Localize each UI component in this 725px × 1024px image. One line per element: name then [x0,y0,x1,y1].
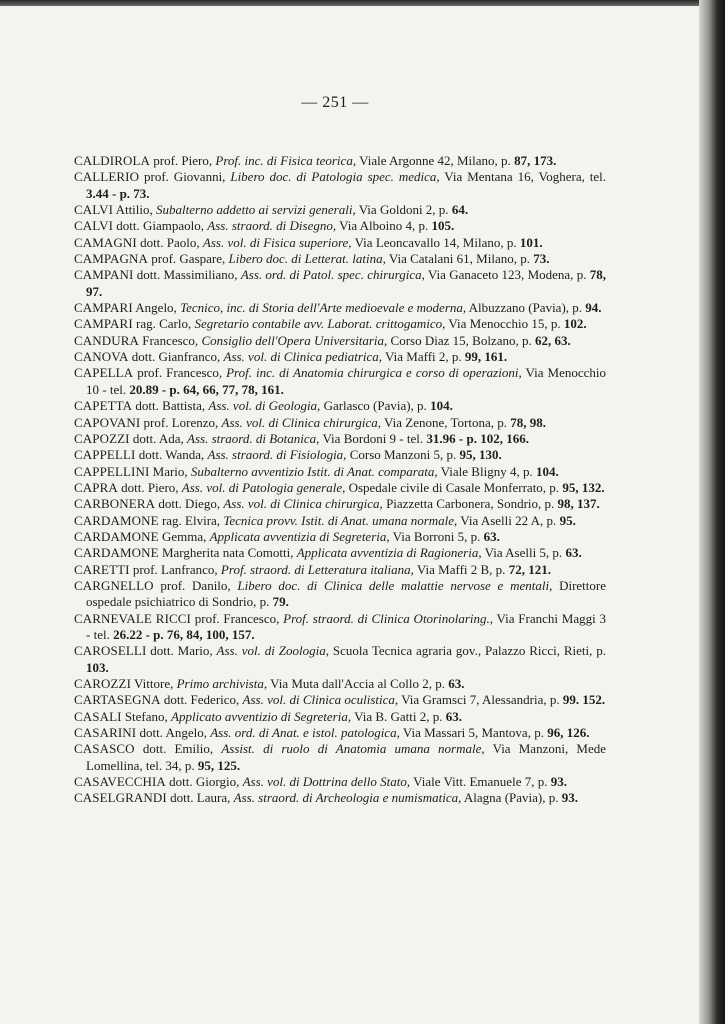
entry-name: CAMPARI [74,316,133,332]
entry-pages: 64. [451,202,469,218]
entry-details: Angelo, [132,300,181,316]
entry-address: Corso Manzoni 5, p. [346,447,460,463]
entry-name: CARGNELLO [74,577,154,593]
entry-details: dott. Mario, [146,643,217,659]
entry-details: Stefano, [121,708,172,724]
directory-entry [74,709,606,725]
entry-name: CANOVA [74,349,129,365]
directory-entry [74,365,606,398]
entry-pages: 98, 137. [557,496,600,512]
entry-pages: 93. [550,774,567,790]
entry-pages: 20.89 - p. 64, 66, 77, 78, 161. [129,381,284,397]
entry-pages: 63. [445,708,462,724]
entry-address: Via Manzoni, Mede Lomellina, tel. 34, p. [86,741,606,773]
entry-position: Ass. straord. di Disegno, [207,218,337,234]
entry-pages: 95, 132. [562,479,605,495]
entry-details: dott. Piero, [117,479,182,495]
entry-pages: 101. [519,234,543,250]
entry-pages: 3.44 - p. 73. [86,185,150,201]
directory-entry [74,774,606,790]
directory-entry [74,267,606,300]
entry-address: Alagna (Pavia), p. [461,790,562,806]
entry-name: CAMAGNI [74,234,137,250]
entry-pages: 104. [430,398,453,414]
directory-entry [74,415,606,431]
directory-entry [74,153,606,169]
entry-pages: 95. [559,512,576,528]
entry-pages: 95, 130. [459,447,502,463]
directory-entry [74,611,606,644]
entry-name: CAPELLA [74,365,134,381]
entry-position: Libero doc. di Letterat. latina, [228,251,386,267]
entry-position: Ass. vol. di Clinica pediatrica, [223,349,383,365]
entry-position: Prof. straord. di Clinica Otorinolaring., [283,610,494,626]
entry-pages: 96, 126. [547,725,590,741]
entry-name: CARDAMONE [74,512,159,528]
entry-details: Margherita nata Comotti, [158,545,297,561]
entry-name: CALLERIO [74,169,140,185]
directory-entry [74,169,606,202]
entry-name: CASAVECCHIA [74,774,166,790]
entry-details: dott. Giorgio, [165,774,243,790]
entry-pages: 99. 152. [562,692,606,708]
entry-address: Direttore ospedale psichiatrico di Sondrio, p. [86,577,606,610]
entry-pages: 104. [535,463,559,479]
entry-name: CASELGRANDI [74,790,167,806]
entry-position: Ass. ord. di Patol. spec. chirurgica, [240,267,425,283]
directory-entry [74,447,606,463]
entry-address: Via Massari 5, Mantova, p. [399,725,548,741]
scan-binding-edge [699,0,725,1024]
entry-name: CAPOVANI [74,414,141,430]
entry-pages: 78, 98. [510,414,546,430]
directory-entry [74,496,606,512]
entry-details: rag. Carlo, [132,316,195,332]
entry-pages: 63. [448,676,465,691]
entry-position: Prof. inc. di Fisica teorica, [215,153,357,168]
entry-details: dott. Ada, [129,430,188,446]
entry-name: CARTASEGNA [74,692,161,708]
entry-pages: 26.22 - p. 76, 84, 100, 157. [113,626,255,642]
entry-name: CAPETTA [74,398,133,414]
entry-pages: 95, 125. [197,757,241,773]
entry-address: Via Maffi 2, p. [382,349,465,365]
entry-pages: 78, 97. [86,267,606,299]
entry-details: prof. Francesco, [190,610,284,626]
directory-entry [74,218,606,234]
entry-address: Via Alboino 4, p. [336,218,432,234]
entry-position: Applicata avventizia di Ragioneria, [296,545,482,561]
entry-pages: 103. [86,659,109,675]
entry-details: prof. Francesco, [133,365,227,381]
entry-position: Ass. vol. di Dottrina dello Stato, [242,774,411,790]
entry-details: dott. Angelo, [136,725,211,741]
entry-position: Prof. inc. di Anatomia chirurgica e corso di operazioni, [226,365,522,381]
directory-entry [74,202,606,218]
entry-pages: 62, 63. [534,332,571,348]
entry-position: Segretario contabile avv. Laborat. crittogamico, [194,316,446,332]
entry-position: Tecnica provv. Istit. di Anat. umana normale, [223,512,458,528]
entry-name: CARNEVALE RICCI [74,610,191,626]
directory-entry [74,431,606,447]
entry-details: dott. Massimiliano, [133,267,241,283]
entry-name: CASARINI [74,725,137,741]
entry-name: CALDIROLA [74,153,151,168]
document-page [0,6,700,1024]
entry-pages: 102. [563,316,587,332]
entry-address: Via Franchi Maggi 3 - tel. [86,610,606,642]
entry-name: CALVI [74,218,114,234]
entry-pages: 72, 121. [508,561,551,577]
entry-details: prof. Gaspare, [148,251,229,267]
entry-address: Via Zenone, Tortona, p. [381,414,511,430]
entry-details: dott. Paolo, [136,234,203,250]
entry-address: Albuzzano (Pavia), p. [466,300,586,316]
entry-details: dott. Federico, [160,692,243,708]
entry-details: dott. Battista, [132,398,209,414]
directory-entry [74,300,606,316]
entry-position: Ass. vol. di Clinica chirurgica, [221,414,381,430]
entry-details: prof. Lanfranco, [129,561,221,577]
entry-position: Ass. ord. di Anat. e istol. patologica, [210,725,400,741]
entry-details: dott. Laura, [166,790,234,806]
entry-name: CARDAMONE [74,545,159,561]
entry-details: Francesco, [138,332,202,348]
entry-address: Viale Argonne 42, Milano, p. [356,153,515,168]
entry-name: CAMPAGNA [74,251,149,267]
entry-details: rag. Elvira, [158,512,224,528]
directory-entry [74,545,606,561]
entry-details: dott. Wanda, [135,447,208,463]
entry-address: Scuola Tecnica agraria gov., Palazzo Ricci, Rieti, p. [328,643,606,659]
directory-entry [74,725,606,741]
entry-position: Tecnico, inc. di Storia dell'Arte medioevale e moderna, [180,300,467,316]
entry-address: Via Aselli 22 A, p. [457,512,560,528]
entry-address: Via Ganaceto 123, Modena, p. [424,267,590,283]
entry-address: Via Mentana 16, Voghera, tel. [439,169,606,185]
entry-details: dott. Gianfranco, [128,349,224,365]
directory-entry [74,529,606,545]
entry-name: CAPPELLINI [74,463,150,479]
entry-position: Ass. vol. di Clinica oculistica, [242,692,399,708]
directory-entry [74,398,606,414]
entry-address: Via Leoncavallo 14, Milano, p. [351,234,520,250]
entry-position: Prof. straord. di Letteratura italiana, [220,561,414,577]
entry-details: prof. Danilo, [153,577,238,593]
entry-pages: 63. [565,545,582,561]
entry-address: Via Bordoni 9 - tel. [319,430,427,446]
entry-name: CAMPANI [74,267,134,283]
entry-name: CAPOZZI [74,430,130,446]
directory-entry [74,790,606,806]
entry-address: Via Goldoni 2, p. [355,202,452,218]
directory-entry [74,235,606,251]
directory-entry [74,333,606,349]
entry-pages: 93. [561,790,578,806]
entry-position: Ass. vol. di Patologia generale, [181,479,346,495]
entry-details: prof. Piero, [150,153,216,168]
directory-entry [74,643,606,676]
entry-details: Mario, [149,463,191,479]
entry-name: CAMPARI [74,300,133,316]
entry-details: dott. Giampaolo, [113,218,208,234]
entry-address: Via Menocchio 15, p. [445,316,564,332]
directory-entry [74,562,606,578]
directory-entry [74,349,606,365]
entry-position: Libero doc. di Patologia spec. medica, [230,169,440,185]
entry-address: Via Catalani 61, Milano, p. [385,251,534,267]
entry-details: Vittore, [131,676,177,691]
entry-name: CAPRA [74,479,118,495]
entry-pages: 105. [431,218,455,234]
entry-address: Via Muta dall'Accia al Collo 2, p. [267,676,449,691]
entry-address: Via Gramsci 7, Alessandria, p. [398,692,563,708]
entry-position: Applicata avventizia di Segreteria, [209,528,390,544]
entry-address: Garlasco (Pavia), p. [320,398,431,414]
entry-position: Ass. vol. di Clinica chirurgica, [223,496,383,512]
entry-name: CARBONERA [74,496,156,512]
entry-address: Via Borroni 5, p. [389,528,484,544]
entry-address: Via Maffi 2 B, p. [413,561,509,577]
entry-position: Ass. vol. di Zoologia, [216,643,329,659]
page-number: — 251 — [301,94,369,111]
entry-name: CANDURA [74,332,139,348]
entry-pages: 99, 161. [464,349,508,365]
entry-address: Via B. Gatti 2, p. [351,708,446,724]
entry-name: CALVI [74,202,114,218]
directory-entry [74,513,606,529]
entry-details: dott. Emilio, [134,741,222,757]
entry-pages: 87, 173. [514,153,557,168]
directory-entry [74,480,606,496]
entry-position: Libero doc. di Clinica delle malattie nervose e mentali, [237,577,553,593]
directory-entries [74,153,606,807]
entry-position: Ass. vol. di Geologia, [208,398,321,414]
entry-details: Gemma, [158,528,210,544]
entry-details: prof. Lorenzo, [140,414,222,430]
directory-entry [74,316,606,332]
directory-entry [74,578,606,611]
entry-pages: 79. [272,594,289,610]
entry-name: CASALI [74,708,122,724]
entry-address: Corso Diaz 15, Bolzano, p. [387,332,535,348]
directory-entry [74,251,606,267]
entry-name: CAROSELLI [74,643,147,659]
entry-position: Ass. straord. di Fisiologia, [207,447,347,463]
entry-name: CASASCO [74,741,135,757]
entry-position: Ass. straord. di Botanica, [187,430,320,446]
entry-position: Consiglio dell'Opera Universitaria, [201,332,388,348]
entry-pages: 63. [483,528,500,544]
entry-name: CARETTI [74,561,130,577]
entry-address: Piazzetta Carbonera, Sondrio, p. [382,496,558,512]
directory-entry [74,741,606,774]
entry-name: CARDAMONE [74,528,159,544]
entry-address: Via Menocchio 10 - tel. [86,365,606,397]
entry-name: CAROZZI [74,676,132,691]
entry-position: Assist. di ruolo di Anatomia umana normale, [221,741,485,757]
entry-address: Via Aselli 5, p. [481,545,566,561]
entry-pages: 94. [585,300,602,316]
entry-address: Ospedale civile di Casale Monferrato, p. [345,479,563,495]
entry-position: Subalterno avventizio Istit. di Anat. comparata, [190,463,438,479]
entry-address: Viale Bligny 4, p. [437,463,536,479]
entry-position: Ass. straord. di Archeologia e numismatica, [233,790,462,806]
entry-position: Primo archivista, [176,676,268,691]
entry-position: Ass. vol. di Fisica superiore, [202,234,352,250]
entry-details: dott. Diego, [155,496,224,512]
directory-entry [74,676,606,692]
entry-position: Subalterno addetto ai servizi generali, [156,202,356,218]
directory-entry [74,692,606,708]
entry-address: Viale Vitt. Emanuele 7, p. [410,774,551,790]
entry-name: CAPPELLI [74,447,136,463]
entry-pages: 31.96 - p. 102, 166. [426,430,529,446]
entry-details: Attilio, [113,202,157,218]
directory-entry [74,464,606,480]
entry-pages: 73. [533,251,550,267]
entry-details: prof. Giovanni, [139,169,231,185]
entry-position: Applicato avventizio di Segreteria, [171,708,352,724]
